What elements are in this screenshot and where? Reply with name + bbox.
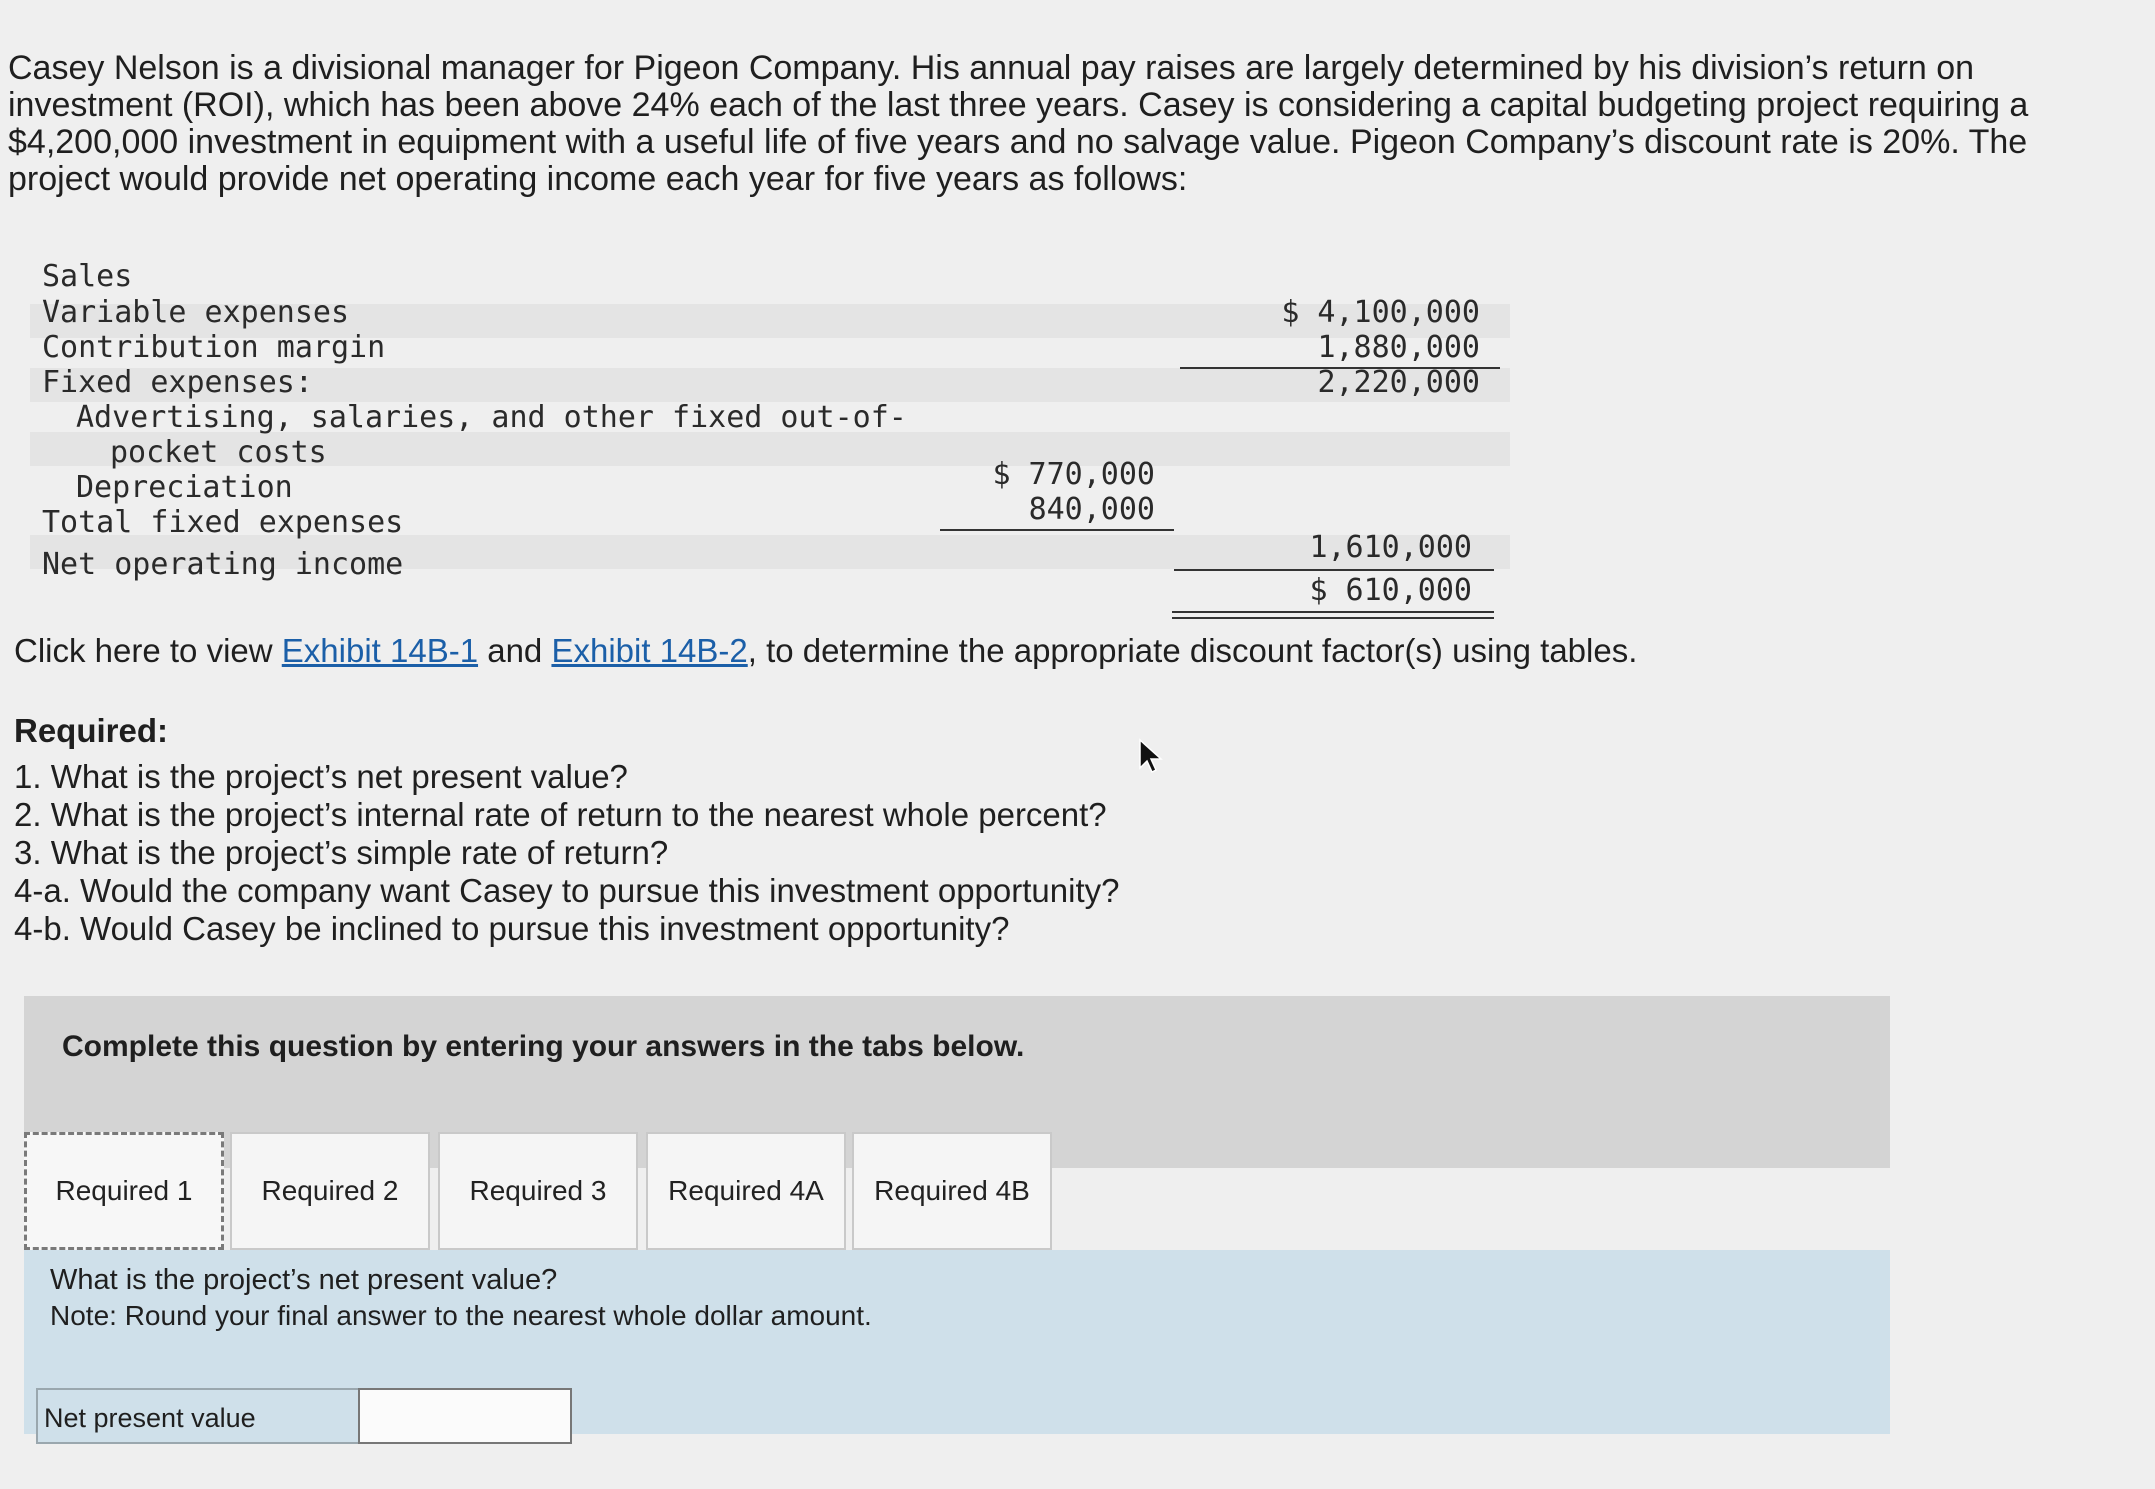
advertising-label: Advertising, salaries, and other fixed out-of- (76, 400, 907, 435)
variable-expenses-label: Variable expenses (42, 295, 350, 330)
required-item: 4-a. Would the company want Casey to pursue this investment opportunity? (14, 872, 1120, 909)
instructions-text: Complete this question by entering your answers in the tabs below. (62, 1030, 1025, 1063)
exhibit-suffix: , to determine the appropriate discount factor(s) using tables. (747, 632, 1638, 669)
mouse-pointer-icon (1138, 738, 1164, 774)
exhibit-prefix: Click here to view (14, 632, 282, 669)
tab-required-1[interactable]: Required 1 (24, 1132, 224, 1250)
question-text: What is the project’s net present value? (50, 1264, 558, 1296)
exhibit-instruction (14, 632, 1637, 670)
required-item: 1. What is the project’s net present value? (14, 758, 628, 795)
depreciation-value: 840,000 (1028, 492, 1155, 527)
sales-label: Sales (42, 259, 133, 294)
npv-label: Net present value (36, 1388, 358, 1444)
required-item: 4-b. Would Casey be inclined to pursue this investment opportunity? (14, 910, 1010, 947)
exhibit-14b-1-link[interactable]: Exhibit 14B-1 (281, 632, 479, 669)
total-fixed-label: Total fixed expenses (42, 505, 404, 540)
advertising-value: $ 770,000 (992, 457, 1155, 492)
exhibit-middle: and (478, 632, 552, 669)
problem-intro: Casey Nelson is a divisional manager for Pigeon Company. His annual pay raises are largely determined by his division’s return on investment (ROI), which has been above 24% each of the last three years. Casey is considering a capital budgeting project requiring a $4,200,000 investment in equipment with a useful life of five years and no salvage value. Pigeon Company’s discount rate is 20%. The project would provide net operating income each year for five years as follows: (8, 49, 2029, 198)
required-list (14, 758, 1119, 948)
contribution-margin-value: 2,220,000 (1317, 365, 1480, 400)
fixed-expenses-header: Fixed expenses: (42, 365, 313, 400)
net-operating-income-label: Net operating income (42, 547, 404, 582)
question-block (50, 1262, 872, 1334)
income-statement (0, 255, 1520, 625)
variable-expenses-value: 1,880,000 (1317, 330, 1480, 365)
required-item: 3. What is the project’s simple rate of return? (14, 834, 669, 871)
net-operating-income-value: $ 610,000 (1309, 573, 1472, 608)
contribution-margin-label: Contribution margin (42, 330, 386, 365)
npv-input[interactable] (358, 1388, 572, 1444)
total-fixed-value: 1,610,000 (1309, 530, 1472, 565)
required-heading: Required: (14, 712, 169, 749)
rounding-note: Note: Round your final answer to the nearest whole dollar amount. (50, 1300, 872, 1331)
advertising-label-cont: pocket costs (110, 435, 327, 470)
exhibit-14b-2-link[interactable]: Exhibit 14B-2 (551, 632, 748, 669)
required-item: 2. What is the project’s internal rate of return to the nearest whole percent? (14, 796, 1107, 833)
underline (1174, 569, 1494, 571)
tab-required-3[interactable]: Required 3 (438, 1132, 638, 1250)
double-underline (1172, 611, 1494, 619)
sales-value: $ 4,100,000 (1281, 295, 1480, 330)
tab-required-4a[interactable]: Required 4A (646, 1132, 846, 1250)
tab-required-2[interactable]: Required 2 (230, 1132, 430, 1250)
depreciation-label: Depreciation (76, 470, 293, 505)
underline (940, 529, 1174, 531)
tab-required-4b[interactable]: Required 4B (852, 1132, 1052, 1250)
